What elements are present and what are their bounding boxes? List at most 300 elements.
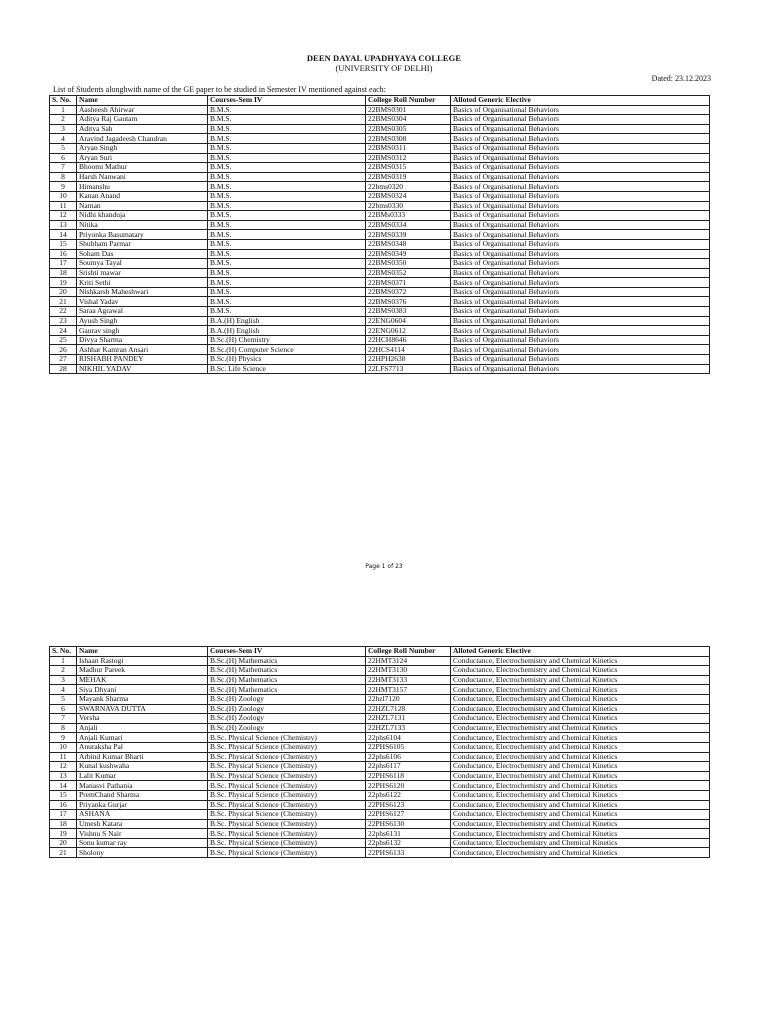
cell-elective: Conductance, Electrochemistry and Chemical Kinetics <box>451 675 710 685</box>
cell-sno: 2 <box>50 666 77 676</box>
cell-sno: 14 <box>50 230 77 240</box>
cell-name: Vishal Yadav <box>77 297 208 307</box>
cell-name: PremChand Sharma <box>77 790 208 800</box>
cell-roll-number: 22BMS0324 <box>366 191 451 201</box>
table-row <box>50 666 710 676</box>
cell-course: B.Sc. Physical Science (Chemistry) <box>208 838 366 848</box>
table-row <box>50 316 710 326</box>
cell-course: B.M.S. <box>208 268 366 278</box>
cell-elective: Basics of Organisational Behaviors <box>451 355 710 365</box>
cell-name: Madhur Pareek <box>77 666 208 676</box>
cell-roll-number: 22PHS6120 <box>366 781 451 791</box>
page-number: Page 1 of 23 <box>365 563 403 570</box>
cell-roll-number: 22BMS0339 <box>366 230 451 240</box>
cell-sno: 13 <box>50 220 77 230</box>
university-name: (UNIVERSITY OF DELHI) <box>335 63 433 73</box>
cell-roll-number: 22BMS0349 <box>366 249 451 259</box>
cell-roll-number: 22bms0330 <box>366 201 451 211</box>
cell-sno: 7 <box>50 163 77 173</box>
cell-sno: 15 <box>50 239 77 249</box>
cell-sno: 22 <box>50 307 77 317</box>
cell-roll-number: 22BMS0372 <box>366 287 451 297</box>
table-row <box>50 105 710 115</box>
cell-course: B.Sc. Physical Science (Chemistry) <box>208 742 366 752</box>
table-row <box>50 211 710 221</box>
cell-elective: Basics of Organisational Behaviors <box>451 268 710 278</box>
cell-name: Aravind Jagadeesh Chandran <box>77 134 208 144</box>
cell-roll-number: 22BMS0311 <box>366 143 451 153</box>
cell-sno: 12 <box>50 762 77 772</box>
cell-elective: Basics of Organisational Behaviors <box>451 307 710 317</box>
cell-sno: 11 <box>50 752 77 762</box>
cell-roll-number: 22BMS0348 <box>366 239 451 249</box>
table-row <box>50 249 710 259</box>
cell-name: Mayank Sharma <box>77 694 208 704</box>
cell-course: B.A.(H) English <box>208 316 366 326</box>
table-body-2 <box>50 656 710 857</box>
cell-name: Ayush Singh <box>77 316 208 326</box>
cell-sno: 1 <box>50 656 77 666</box>
table-row <box>50 297 710 307</box>
cell-sno: 8 <box>50 172 77 182</box>
table-row <box>50 819 710 829</box>
table-row <box>50 355 710 365</box>
table-row <box>50 124 710 134</box>
cell-roll-number: 22PHS6123 <box>366 800 451 810</box>
cell-name: Nidhi khanduja <box>77 211 208 221</box>
cell-course: B.Sc.(H) Zoology <box>208 714 366 724</box>
cell-elective: Basics of Organisational Behaviors <box>451 278 710 288</box>
cell-course: B.M.S. <box>208 278 366 288</box>
cell-sno: 5 <box>50 694 77 704</box>
cell-name: Anjali Kumari <box>77 733 208 743</box>
cell-name: Kunal kushwaha <box>77 762 208 772</box>
cell-course: B.Sc. Physical Science (Chemistry) <box>208 810 366 820</box>
cell-elective: Basics of Organisational Behaviors <box>451 287 710 297</box>
cell-elective: Basics of Organisational Behaviors <box>451 172 710 182</box>
cell-roll-number: 22phs6131 <box>366 829 451 839</box>
cell-roll-number: 22PHS6105 <box>366 742 451 752</box>
cell-name: Siya Dhyani <box>77 685 208 695</box>
table-row <box>50 201 710 211</box>
cell-elective: Conductance, Electrochemistry and Chemical Kinetics <box>451 771 710 781</box>
cell-elective: Conductance, Electrochemistry and Chemical Kinetics <box>451 694 710 704</box>
table-row <box>50 335 710 345</box>
cell-elective: Conductance, Electrochemistry and Chemical Kinetics <box>451 666 710 676</box>
cell-roll-number: 22BMS0319 <box>366 172 451 182</box>
cell-name: ASHANA <box>77 810 208 820</box>
cell-roll-number: 22HCS4114 <box>366 345 451 355</box>
table-row <box>50 182 710 192</box>
cell-course: B.Sc.(H) Zoology <box>208 704 366 714</box>
cell-elective: Conductance, Electrochemistry and Chemical Kinetics <box>451 704 710 714</box>
cell-sno: 10 <box>50 191 77 201</box>
cell-roll-number: 22ENG0612 <box>366 326 451 336</box>
cell-course: B.Sc. Physical Science (Chemistry) <box>208 800 366 810</box>
cell-name: Nitika <box>77 220 208 230</box>
cell-course: B.Sc. Physical Science (Chemistry) <box>208 771 366 781</box>
cell-name: MEHAK <box>77 675 208 685</box>
cell-course: B.Sc. Physical Science (Chemistry) <box>208 733 366 743</box>
cell-elective: Conductance, Electrochemistry and Chemical Kinetics <box>451 752 710 762</box>
cell-elective: Basics of Organisational Behaviors <box>451 220 710 230</box>
cell-course: B.Sc. Physical Science (Chemistry) <box>208 819 366 829</box>
cell-roll-number: 22BMS0334 <box>366 220 451 230</box>
cell-roll-number: 22BMS0304 <box>366 115 451 125</box>
cell-sno: 6 <box>50 153 77 163</box>
cell-course: B.A.(H) English <box>208 326 366 336</box>
cell-name: Anuraksha Pal <box>77 742 208 752</box>
table-row <box>50 268 710 278</box>
table-row <box>50 800 710 810</box>
cell-name: Versha <box>77 714 208 724</box>
cell-course: B.M.S. <box>208 220 366 230</box>
cell-elective: Basics of Organisational Behaviors <box>451 153 710 163</box>
cell-roll-number: 22BMS0376 <box>366 297 451 307</box>
cell-roll-number: 22HMT3124 <box>366 656 451 666</box>
cell-elective: Conductance, Electrochemistry and Chemical Kinetics <box>451 838 710 848</box>
cell-sno: 16 <box>50 249 77 259</box>
table-row <box>50 326 710 336</box>
cell-sno: 21 <box>50 848 77 858</box>
cell-elective: Basics of Organisational Behaviors <box>451 124 710 134</box>
cell-roll-number: 22ENG0604 <box>366 316 451 326</box>
table-header-row <box>50 96 710 106</box>
cell-roll-number: 22phs6106 <box>366 752 451 762</box>
col-header-course: Courses-Sem IV <box>208 96 366 106</box>
cell-elective: Conductance, Electrochemistry and Chemical Kinetics <box>451 762 710 772</box>
cell-sno: 19 <box>50 829 77 839</box>
table-row <box>50 762 710 772</box>
cell-course: B.M.S. <box>208 134 366 144</box>
cell-course: B.Sc. Physical Science (Chemistry) <box>208 790 366 800</box>
table-row <box>50 675 710 685</box>
table-row <box>50 239 710 249</box>
cell-roll-number: 22phs6132 <box>366 838 451 848</box>
cell-course: B.M.S. <box>208 211 366 221</box>
cell-sno: 2 <box>50 115 77 125</box>
cell-course: B.Sc.(H) Mathematics <box>208 685 366 695</box>
cell-course: B.M.S. <box>208 307 366 317</box>
cell-course: B.Sc.(H) Zoology <box>208 694 366 704</box>
cell-elective: Conductance, Electrochemistry and Chemical Kinetics <box>451 685 710 695</box>
cell-name: Naman <box>77 201 208 211</box>
cell-elective: Conductance, Electrochemistry and Chemical Kinetics <box>451 723 710 733</box>
cell-elective: Conductance, Electrochemistry and Chemical Kinetics <box>451 848 710 858</box>
col-header-course: Courses-Sem IV <box>208 647 366 657</box>
table-row <box>50 191 710 201</box>
cell-name: Lalit Kumar <box>77 771 208 781</box>
cell-elective: Basics of Organisational Behaviors <box>451 105 710 115</box>
table-row <box>50 220 710 230</box>
cell-course: B.Sc. Life Science <box>208 364 366 374</box>
cell-elective: Basics of Organisational Behaviors <box>451 345 710 355</box>
table-row <box>50 230 710 240</box>
cell-sno: 19 <box>50 278 77 288</box>
cell-roll-number: 22bms0320 <box>366 182 451 192</box>
cell-roll-number: 22BMS0350 <box>366 259 451 269</box>
cell-course: B.M.S. <box>208 230 366 240</box>
table-row <box>50 714 710 724</box>
table-row <box>50 771 710 781</box>
table-row <box>50 790 710 800</box>
table-row <box>50 704 710 714</box>
cell-sno: 4 <box>50 134 77 144</box>
cell-name: Bhoomi Mathur <box>77 163 208 173</box>
cell-name: Aryan Suri <box>77 153 208 163</box>
cell-name: Priyanka Gurjar <box>77 800 208 810</box>
cell-roll-number: 22HCH8646 <box>366 335 451 345</box>
cell-elective: Basics of Organisational Behaviors <box>451 364 710 374</box>
cell-name: Arbind Kumar Bharti <box>77 752 208 762</box>
cell-elective: Conductance, Electrochemistry and Chemical Kinetics <box>451 781 710 791</box>
cell-sno: 18 <box>50 819 77 829</box>
cell-sno: 15 <box>50 790 77 800</box>
cell-name: Nishkarsh Maheshwari <box>77 287 208 297</box>
cell-name: Harsh Nanwani <box>77 172 208 182</box>
table-row <box>50 838 710 848</box>
table-row <box>50 752 710 762</box>
table-row <box>50 723 710 733</box>
table-row <box>50 742 710 752</box>
cell-sno: 21 <box>50 297 77 307</box>
student-table-page-2 <box>49 646 710 858</box>
cell-elective: Conductance, Electrochemistry and Chemical Kinetics <box>451 714 710 724</box>
cell-course: B.Sc.(H) Mathematics <box>208 675 366 685</box>
cell-name: Soumya Tayal <box>77 259 208 269</box>
cell-course: B.M.S. <box>208 287 366 297</box>
cell-sno: 1 <box>50 105 77 115</box>
cell-roll-number: 22PHS6118 <box>366 771 451 781</box>
cell-name: Srishti mawar <box>77 268 208 278</box>
cell-roll-number: 22BMS0352 <box>366 268 451 278</box>
cell-elective: Basics of Organisational Behaviors <box>451 115 710 125</box>
cell-name: Shubham Parmar <box>77 239 208 249</box>
cell-roll-number: 22BMS0312 <box>366 153 451 163</box>
cell-roll-number: 22BMS0305 <box>366 124 451 134</box>
cell-elective: Conductance, Electrochemistry and Chemical Kinetics <box>451 742 710 752</box>
cell-roll-number: 22phs6117 <box>366 762 451 772</box>
cell-course: B.M.S. <box>208 249 366 259</box>
cell-course: B.M.S. <box>208 297 366 307</box>
cell-course: B.M.S. <box>208 115 366 125</box>
cell-elective: Basics of Organisational Behaviors <box>451 182 710 192</box>
table-row <box>50 259 710 269</box>
table-row <box>50 115 710 125</box>
cell-elective: Basics of Organisational Behaviors <box>451 134 710 144</box>
cell-roll-number: 22phs6122 <box>366 790 451 800</box>
table-row <box>50 364 710 374</box>
cell-sno: 5 <box>50 143 77 153</box>
cell-course: B.M.S. <box>208 124 366 134</box>
cell-course: B.Sc. Physical Science (Chemistry) <box>208 781 366 791</box>
cell-name: Priyonka Basumatary <box>77 230 208 240</box>
cell-roll-number: 22PHS6133 <box>366 848 451 858</box>
cell-course: B.M.S. <box>208 182 366 192</box>
table-row <box>50 287 710 297</box>
cell-elective: Conductance, Electrochemistry and Chemical Kinetics <box>451 790 710 800</box>
cell-name: Soham Das <box>77 249 208 259</box>
cell-roll-number: 22HMT3133 <box>366 675 451 685</box>
col-header-roll-number: College Roll Number <box>366 647 451 657</box>
cell-sno: 7 <box>50 714 77 724</box>
student-table-page-1 <box>49 95 710 374</box>
col-header-sno: S. No. <box>50 96 77 106</box>
table-row <box>50 172 710 182</box>
table-row <box>50 829 710 839</box>
cell-name: NIKHIL YADAV <box>77 364 208 374</box>
cell-sno: 16 <box>50 800 77 810</box>
cell-name: Saraa Agrawal <box>77 307 208 317</box>
cell-roll-number: 22LFS7713 <box>366 364 451 374</box>
cell-roll-number: 22HZL7131 <box>366 714 451 724</box>
cell-course: B.M.S. <box>208 172 366 182</box>
cell-roll-number: 22PHS6130 <box>366 819 451 829</box>
cell-course: B.M.S. <box>208 259 366 269</box>
cell-course: B.Sc.(H) Mathematics <box>208 666 366 676</box>
cell-roll-number: 22HMT3157 <box>366 685 451 695</box>
cell-course: B.Sc. Physical Science (Chemistry) <box>208 848 366 858</box>
table-row <box>50 781 710 791</box>
cell-roll-number: 22HZL7128 <box>366 704 451 714</box>
cell-sno: 28 <box>50 364 77 374</box>
cell-sno: 13 <box>50 771 77 781</box>
cell-name: Aditya Sah <box>77 124 208 134</box>
cell-elective: Conductance, Electrochemistry and Chemical Kinetics <box>451 819 710 829</box>
cell-sno: 18 <box>50 268 77 278</box>
cell-roll-number: 22PHS6127 <box>366 810 451 820</box>
cell-elective: Basics of Organisational Behaviors <box>451 297 710 307</box>
cell-roll-number: 22HZL7133 <box>366 723 451 733</box>
cell-name: SWARNAVA DUTTA <box>77 704 208 714</box>
table-row <box>50 733 710 743</box>
cell-elective: Basics of Organisational Behaviors <box>451 335 710 345</box>
cell-name: Gaurav singh <box>77 326 208 336</box>
cell-course: B.Sc. Physical Science (Chemistry) <box>208 752 366 762</box>
cell-elective: Conductance, Electrochemistry and Chemical Kinetics <box>451 829 710 839</box>
table-row <box>50 134 710 144</box>
cell-sno: 8 <box>50 723 77 733</box>
table-body-1 <box>50 105 710 374</box>
cell-name: RISHABH PANDEY <box>77 355 208 365</box>
cell-sno: 10 <box>50 742 77 752</box>
cell-course: B.Sc.(H) Physics <box>208 355 366 365</box>
cell-course: B.M.S. <box>208 191 366 201</box>
cell-elective: Basics of Organisational Behaviors <box>451 191 710 201</box>
cell-sno: 9 <box>50 182 77 192</box>
college-name: DEEN DAYAL UPADHYAYA COLLEGE <box>306 53 462 63</box>
cell-elective: Basics of Organisational Behaviors <box>451 326 710 336</box>
cell-sno: 12 <box>50 211 77 221</box>
cell-roll-number: 22BMS0315 <box>366 163 451 173</box>
cell-elective: Basics of Organisational Behaviors <box>451 259 710 269</box>
cell-sno: 23 <box>50 316 77 326</box>
cell-course: B.M.S. <box>208 163 366 173</box>
cell-elective: Basics of Organisational Behaviors <box>451 211 710 221</box>
table-row <box>50 307 710 317</box>
cell-name: Kanan Anand <box>77 191 208 201</box>
cell-sno: 17 <box>50 259 77 269</box>
col-header-roll-number: College Roll Number <box>366 96 451 106</box>
cell-name: Anjali <box>77 723 208 733</box>
cell-roll-number: 22BMs0333 <box>366 211 451 221</box>
table-row <box>50 694 710 704</box>
cell-course: B.M.S. <box>208 239 366 249</box>
cell-course: B.M.S. <box>208 201 366 211</box>
cell-sno: 24 <box>50 326 77 336</box>
cell-sno: 17 <box>50 810 77 820</box>
table-row <box>50 848 710 858</box>
cell-name: Ashhar Kamran Ansari <box>77 345 208 355</box>
cell-elective: Basics of Organisational Behaviors <box>451 230 710 240</box>
table-row <box>50 656 710 666</box>
cell-elective: Basics of Organisational Behaviors <box>451 316 710 326</box>
cell-elective: Basics of Organisational Behaviors <box>451 143 710 153</box>
cell-roll-number: 22BMS0371 <box>366 278 451 288</box>
cell-name: Himanshu <box>77 182 208 192</box>
cell-name: Ishaan Rastogi <box>77 656 208 666</box>
cell-sno: 25 <box>50 335 77 345</box>
table-row <box>50 278 710 288</box>
cell-name: Divya Sharma <box>77 335 208 345</box>
cell-roll-number: 22HMT3130 <box>366 666 451 676</box>
cell-name: Kriti Sethi <box>77 278 208 288</box>
cell-sno: 9 <box>50 733 77 743</box>
table-row <box>50 143 710 153</box>
cell-elective: Conductance, Electrochemistry and Chemical Kinetics <box>451 733 710 743</box>
cell-course: B.M.S. <box>208 153 366 163</box>
cell-sno: 20 <box>50 838 77 848</box>
col-header-name: Name <box>77 96 208 106</box>
cell-elective: Basics of Organisational Behaviors <box>451 239 710 249</box>
cell-course: B.M.S. <box>208 143 366 153</box>
cell-course: B.Sc. Physical Science (Chemistry) <box>208 762 366 772</box>
document-date: Dated: 23.12.2023 <box>651 74 711 83</box>
cell-elective: Basics of Organisational Behaviors <box>451 163 710 173</box>
cell-course: B.Sc.(H) Chemistry <box>208 335 366 345</box>
cell-sno: 27 <box>50 355 77 365</box>
table-row <box>50 153 710 163</box>
cell-name: Sonu kumar ray <box>77 838 208 848</box>
cell-sno: 6 <box>50 704 77 714</box>
cell-name: Sholony <box>77 848 208 858</box>
col-header-name: Name <box>77 647 208 657</box>
cell-sno: 4 <box>50 685 77 695</box>
col-header-elective: Alloted Generic Elective <box>451 647 710 657</box>
table-row <box>50 810 710 820</box>
table-row <box>50 345 710 355</box>
cell-roll-number: 22HPH2638 <box>366 355 451 365</box>
cell-roll-number: 22BMS0383 <box>366 307 451 317</box>
cell-name: Manasvi Pathania <box>77 781 208 791</box>
cell-name: Aditya Raj Gautam <box>77 115 208 125</box>
cell-elective: Conductance, Electrochemistry and Chemical Kinetics <box>451 656 710 666</box>
cell-roll-number: 22hzl7120 <box>366 694 451 704</box>
cell-course: B.Sc.(H) Computer Science <box>208 345 366 355</box>
cell-elective: Basics of Organisational Behaviors <box>451 249 710 259</box>
cell-sno: 20 <box>50 287 77 297</box>
cell-course: B.M.S. <box>208 105 366 115</box>
intro-text: List of Students alonghwith name of the GE paper to be studied in Semester IV mentioned against each: <box>53 85 386 94</box>
cell-sno: 26 <box>50 345 77 355</box>
cell-sno: 14 <box>50 781 77 791</box>
cell-roll-number: 22phs6104 <box>366 733 451 743</box>
cell-course: B.Sc. Physical Science (Chemistry) <box>208 829 366 839</box>
table-header-row <box>50 647 710 657</box>
cell-sno: 3 <box>50 124 77 134</box>
cell-elective: Basics of Organisational Behaviors <box>451 201 710 211</box>
table-row <box>50 685 710 695</box>
